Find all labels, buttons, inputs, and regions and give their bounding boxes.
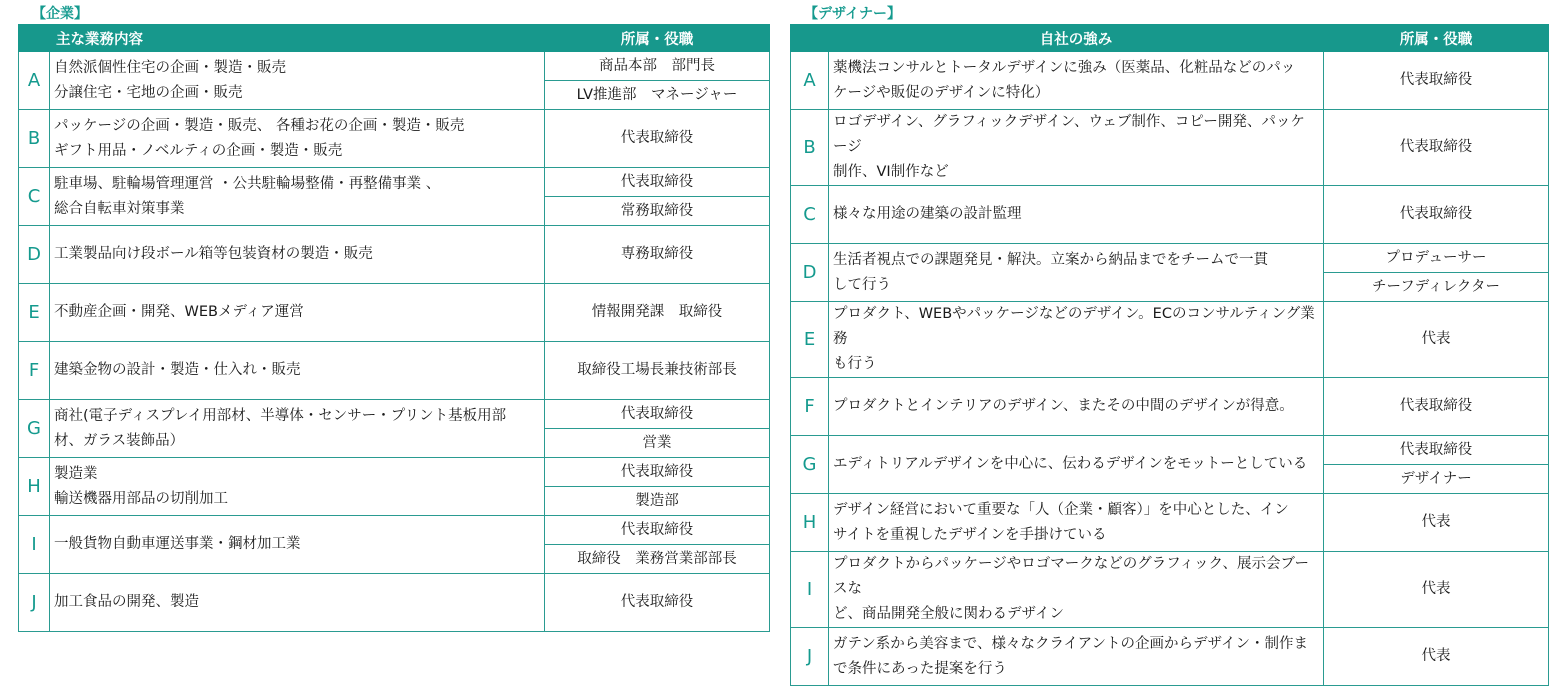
company-row — [19, 284, 770, 342]
company-row-letter: H — [19, 458, 50, 516]
designer-row-position: 代表取締役 — [1324, 436, 1549, 465]
designer-content-line: プロダクト、WEBやパッケージなどのデザイン。ECのコンサルティング業務 — [833, 306, 1315, 347]
company-content-line: 駐車場、駐輪場管理運営 ・公共駐輪場整備・再整備事業 、 — [54, 175, 441, 192]
company-row-position: 取締役 業務営業部部長 — [545, 545, 770, 574]
designer-table-body — [791, 52, 1549, 686]
company-row — [19, 168, 770, 197]
company-content-line: 分譲住宅・宅地の企画・販売 — [54, 84, 243, 101]
company-content-line: 建築金物の設計・製造・仕入れ・販売 — [54, 362, 301, 378]
company-row-position: 代表取締役 — [545, 168, 770, 197]
designer-row-content — [829, 186, 1324, 244]
company-content-line: パッケージの企画・製造・販売、 各種お花の企画・製造・販売 — [54, 117, 465, 134]
company-row — [19, 400, 770, 429]
company-content-line: 自然派個性住宅の企画・製造・販売 — [54, 59, 286, 76]
company-row-letter: F — [19, 342, 50, 400]
designer-content-line: 制作、VI制作など — [833, 164, 949, 180]
company-row-position: 商品本部 部門長 — [545, 52, 770, 81]
designer-content-line: ロゴデザイン、グラフィックデザイン、ウェブ制作、コピー開発、パッケージ — [833, 114, 1305, 155]
company-table-body — [19, 52, 770, 632]
company-section — [18, 0, 769, 632]
designer-row-letter: A — [791, 52, 829, 110]
company-content-line: 材、ガラス装飾品） — [54, 432, 185, 449]
designer-header-position: 所属・役職 — [1324, 25, 1549, 52]
designer-row-letter: G — [791, 436, 829, 494]
designer-content-line: も行う — [833, 356, 877, 372]
designer-row-content — [829, 244, 1324, 302]
designer-row-letter: I — [791, 552, 829, 628]
company-table-header — [19, 25, 770, 52]
company-header-content: 主な業務内容 — [50, 25, 545, 52]
designer-content-line: サイトを重視したデザインを手掛けている — [833, 526, 1107, 543]
designer-row-position: 代表 — [1324, 552, 1549, 628]
company-row-content — [50, 226, 545, 284]
company-row — [19, 574, 770, 632]
company-row-content — [50, 52, 545, 110]
designer-row — [791, 494, 1549, 552]
designer-row-position: デザイナー — [1324, 465, 1549, 494]
designer-content-line: ケージや販促のデザインに特化） — [833, 84, 1050, 101]
company-content-line: 商社(電子ディスプレイ用部材、半導体・センサー・プリント基板用部 — [54, 407, 507, 424]
company-row-position: 情報開発課 取締役 — [545, 284, 770, 342]
designer-row-content — [829, 552, 1324, 628]
designer-row-position: 代表取締役 — [1324, 378, 1549, 436]
designer-content-line: ガテン系から美容まで、様々なクライアントの企画からデザイン・制作ま — [833, 635, 1309, 652]
company-row-letter: G — [19, 400, 50, 458]
designer-row-position: 代表取締役 — [1324, 52, 1549, 110]
company-row-letter: E — [19, 284, 50, 342]
company-row — [19, 226, 770, 284]
designer-row-position: プロデューサー — [1324, 244, 1549, 273]
designer-row-position: 代表 — [1324, 628, 1549, 686]
designer-row-letter: C — [791, 186, 829, 244]
company-row-position: 代表取締役 — [545, 110, 770, 168]
company-section-title: 【企業】 — [32, 6, 88, 22]
company-row — [19, 458, 770, 487]
designer-row-letter: F — [791, 378, 829, 436]
designer-row — [791, 110, 1549, 186]
designer-row-content — [829, 494, 1324, 552]
designer-row-position: 代表 — [1324, 302, 1549, 378]
designer-row-letter: D — [791, 244, 829, 302]
designer-content-line: 様々な用途の建築の設計監理 — [833, 206, 1022, 222]
designer-row — [791, 378, 1549, 436]
designer-row-position: 代表取締役 — [1324, 186, 1549, 244]
company-header-letter — [19, 25, 50, 52]
company-row-content — [50, 110, 545, 168]
designer-row-content — [829, 110, 1324, 186]
company-row-position: 専務取締役 — [545, 226, 770, 284]
company-row-position: 代表取締役 — [545, 574, 770, 632]
company-row-content — [50, 342, 545, 400]
designer-header-letter — [791, 25, 829, 52]
company-row-letter: A — [19, 52, 50, 110]
designer-row-letter: H — [791, 494, 829, 552]
company-content-line: 総合自転車対策事業 — [54, 200, 185, 217]
designer-content-line: で条件にあった提案を行う — [833, 660, 1007, 677]
designer-content-line: ど、商品開発全般に関わるデザイン — [833, 606, 1064, 622]
designer-content-line: して行う — [833, 276, 891, 293]
company-row — [19, 342, 770, 400]
designer-content-line: プロダクトとインテリアのデザイン、またその中間のデザインが得意。 — [833, 398, 1294, 414]
company-row-content — [50, 168, 545, 226]
designer-row — [791, 628, 1549, 686]
company-row-content — [50, 516, 545, 574]
company-row-position: 常務取締役 — [545, 197, 770, 226]
designer-row — [791, 186, 1549, 244]
company-content-line: 一般貨物自動車運送事業・鋼材加工業 — [54, 536, 301, 552]
company-row-letter: I — [19, 516, 50, 574]
designer-section-title: 【デザイナー】 — [804, 6, 902, 22]
company-row-content — [50, 574, 545, 632]
company-row-content — [50, 400, 545, 458]
company-content-line: ギフト用品・ノベルティの企画・製造・販売 — [54, 142, 343, 159]
designer-row-letter: E — [791, 302, 829, 378]
company-content-line: 加工食品の開発、製造 — [54, 594, 199, 610]
company-row-position: 代表取締役 — [545, 400, 770, 429]
company-row — [19, 110, 770, 168]
designer-row — [791, 244, 1549, 273]
company-row — [19, 52, 770, 81]
designer-content-line: 薬機法コンサルとトータルデザインに強み（医薬品、化粧品などのパッ — [833, 59, 1296, 76]
designer-content-line: デザイン経営において重要な「人（企業・顧客）」を中心とした、イン — [833, 501, 1289, 518]
company-row — [19, 516, 770, 545]
company-row-position: 取締役工場長兼技術部長 — [545, 342, 770, 400]
designer-row-content — [829, 302, 1324, 378]
company-content-line: 製造業 — [54, 465, 98, 482]
designer-row-content — [829, 378, 1324, 436]
designer-row-content — [829, 436, 1324, 494]
company-row-letter: D — [19, 226, 50, 284]
company-row-position: LV推進部 マネージャー — [545, 81, 770, 110]
designer-content-line: プロダクトからパッケージやロゴマークなどのグラフィック、展示会ブースな — [833, 556, 1310, 597]
designer-row — [791, 302, 1549, 378]
designer-content-line: エディトリアルデザインを中心に、伝わるデザインをモットーとしている — [833, 456, 1308, 472]
designer-row-letter: B — [791, 110, 829, 186]
company-content-line: 不動産企画・開発、WEBメディア運営 — [54, 304, 304, 320]
company-row-content — [50, 284, 545, 342]
designer-content-line: 生活者視点での課題発見・解決。立案から納品までをチームで一貫 — [833, 251, 1268, 268]
designer-row — [791, 436, 1549, 465]
designer-row-position: 代表取締役 — [1324, 110, 1549, 186]
designer-section — [790, 0, 1548, 686]
designer-table-header — [791, 25, 1549, 52]
company-row-letter: B — [19, 110, 50, 168]
company-header-position: 所属・役職 — [545, 25, 770, 52]
designer-row-position: チーフディレクター — [1324, 273, 1549, 302]
designer-table — [790, 24, 1549, 686]
designer-row-letter: J — [791, 628, 829, 686]
company-table — [18, 24, 770, 632]
company-row-position: 代表取締役 — [545, 458, 770, 487]
company-row-position: 営業 — [545, 429, 770, 458]
company-content-line: 輸送機器用部品の切削加工 — [54, 490, 228, 507]
designer-header-content: 自社の強み — [829, 25, 1324, 52]
designer-row — [791, 52, 1549, 110]
designer-row-content — [829, 628, 1324, 686]
company-content-line: 工業製品向け段ボール箱等包装資材の製造・販売 — [54, 246, 373, 262]
company-row-content — [50, 458, 545, 516]
company-row-position: 代表取締役 — [545, 516, 770, 545]
designer-row — [791, 552, 1549, 628]
company-row-position: 製造部 — [545, 487, 770, 516]
designer-row-position: 代表 — [1324, 494, 1549, 552]
designer-row-content — [829, 52, 1324, 110]
company-row-letter: C — [19, 168, 50, 226]
company-row-letter: J — [19, 574, 50, 632]
